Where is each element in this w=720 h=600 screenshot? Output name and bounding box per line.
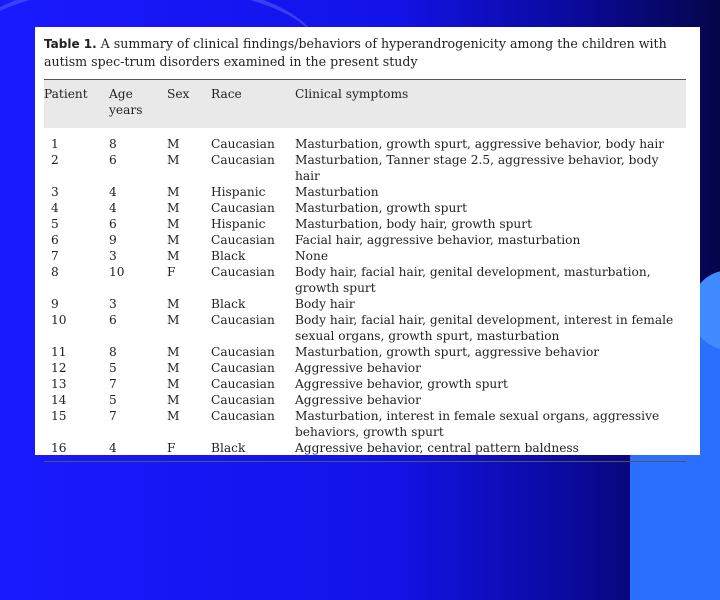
caption-label: Table 1. xyxy=(44,37,97,51)
table-body xyxy=(44,128,686,461)
cell-race: Caucasian xyxy=(211,313,275,327)
table-panel xyxy=(35,27,700,455)
cell-age: 4 xyxy=(109,441,117,455)
table-row xyxy=(44,360,686,376)
clinical-table xyxy=(44,79,686,461)
cell-sex: M xyxy=(167,297,180,311)
cell-race: Black xyxy=(211,441,246,455)
cell-symptoms: Masturbation, growth spurt, aggressive behavior, body hair xyxy=(295,137,665,151)
cell-patient: 1 xyxy=(51,137,59,151)
cell-sex: M xyxy=(167,361,180,375)
cell-sex: F xyxy=(167,441,176,455)
table-row xyxy=(44,128,686,152)
cell-patient: 5 xyxy=(51,217,59,231)
cell-race: Hispanic xyxy=(211,217,266,231)
cell-age: 7 xyxy=(109,409,117,423)
cell-race: Hispanic xyxy=(211,185,266,199)
cell-sex: M xyxy=(167,185,180,199)
cell-patient: 16 xyxy=(51,441,67,455)
cell-symptoms: Masturbation, interest in female sexual organs, aggressive behaviors, growth spurt xyxy=(295,409,660,439)
cell-age: 8 xyxy=(109,345,117,359)
table-row xyxy=(44,392,686,408)
cell-race: Caucasian xyxy=(211,153,275,167)
cell-sex: M xyxy=(167,233,180,247)
cell-race: Black xyxy=(211,297,246,311)
cell-symptoms: Masturbation, growth spurt xyxy=(295,201,468,215)
header-symptoms: Clinical symptoms xyxy=(295,80,686,129)
cell-symptoms: Masturbation, Tanner stage 2.5, aggressive behavior, body hair xyxy=(295,153,659,183)
cell-sex: M xyxy=(167,153,180,167)
cell-symptoms: Aggressive behavior, growth spurt xyxy=(295,377,508,391)
cell-patient: 13 xyxy=(51,377,67,391)
table-row xyxy=(44,264,686,296)
table-caption xyxy=(44,35,686,70)
cell-sex: M xyxy=(167,409,180,423)
table-row xyxy=(44,152,686,184)
cell-patient: 10 xyxy=(51,313,67,327)
table-row xyxy=(44,440,686,461)
header-race: Race xyxy=(211,80,295,129)
cell-symptoms: Body hair, facial hair, genital development, masturbation, growth spurt xyxy=(295,265,651,295)
cell-sex: F xyxy=(167,265,176,279)
header-patient: Patient xyxy=(44,80,109,129)
cell-symptoms: Aggressive behavior, central pattern baldness xyxy=(295,441,579,455)
cell-age: 5 xyxy=(109,361,117,375)
table-row xyxy=(44,376,686,392)
table-row xyxy=(44,232,686,248)
cell-age: 5 xyxy=(109,393,117,407)
cell-race: Black xyxy=(211,249,246,263)
cell-patient: 9 xyxy=(51,297,59,311)
cell-race: Caucasian xyxy=(211,201,275,215)
header-row xyxy=(44,80,686,129)
table-row xyxy=(44,216,686,232)
cell-patient: 8 xyxy=(51,265,59,279)
cell-age: 6 xyxy=(109,153,117,167)
cell-symptoms: Masturbation, body hair, growth spurt xyxy=(295,217,532,231)
cell-patient: 2 xyxy=(51,153,59,167)
table-header xyxy=(44,80,686,129)
cell-race: Caucasian xyxy=(211,345,275,359)
cell-patient: 14 xyxy=(51,393,67,407)
cell-race: Caucasian xyxy=(211,377,275,391)
cell-race: Caucasian xyxy=(211,265,275,279)
cell-race: Caucasian xyxy=(211,393,275,407)
cell-sex: M xyxy=(167,137,180,151)
cell-age: 3 xyxy=(109,249,117,263)
cell-sex: M xyxy=(167,345,180,359)
cell-symptoms: Body hair xyxy=(295,297,355,311)
cell-age: 6 xyxy=(109,313,117,327)
table-row xyxy=(44,184,686,200)
cell-patient: 3 xyxy=(51,185,59,199)
cell-sex: M xyxy=(167,217,180,231)
cell-sex: M xyxy=(167,313,180,327)
caption-text: A summary of clinical findings/behaviors of hyperandrogenicity among the children with autism spec-trum disorders examined in the present study xyxy=(44,36,667,69)
table-row xyxy=(44,344,686,360)
cell-patient: 4 xyxy=(51,201,59,215)
table-row xyxy=(44,296,686,312)
cell-symptoms: None xyxy=(295,249,329,263)
table-row xyxy=(44,248,686,264)
header-sex: Sex xyxy=(167,80,211,129)
table-row xyxy=(44,200,686,216)
cell-age: 8 xyxy=(109,137,117,151)
cell-sex: M xyxy=(167,201,180,215)
cell-symptoms: Masturbation xyxy=(295,185,379,199)
cell-symptoms: Masturbation, growth spurt, aggressive behavior xyxy=(295,345,600,359)
header-age-label: Age years xyxy=(109,87,143,117)
cell-age: 4 xyxy=(109,201,117,215)
cell-symptoms: Aggressive behavior xyxy=(295,393,421,407)
cell-race: Caucasian xyxy=(211,233,275,247)
header-age xyxy=(109,80,167,129)
table-row xyxy=(44,312,686,344)
cell-patient: 15 xyxy=(51,409,67,423)
cell-symptoms: Aggressive behavior xyxy=(295,361,421,375)
cell-age: 4 xyxy=(109,185,117,199)
cell-symptoms: Facial hair, aggressive behavior, masturbation xyxy=(295,233,581,247)
cell-race: Caucasian xyxy=(211,137,275,151)
table-bottom-rule xyxy=(44,461,686,462)
cell-race: Caucasian xyxy=(211,409,275,423)
cell-patient: 6 xyxy=(51,233,59,247)
cell-age: 7 xyxy=(109,377,117,391)
table-row xyxy=(44,408,686,440)
cell-sex: M xyxy=(167,393,180,407)
cell-patient: 11 xyxy=(51,345,67,359)
cell-patient: 7 xyxy=(51,249,59,263)
cell-race: Caucasian xyxy=(211,361,275,375)
cell-age: 10 xyxy=(109,265,125,279)
cell-symptoms: Body hair, facial hair, genital development, interest in female sexual organs, growth spurt, masturbation xyxy=(295,313,674,343)
cell-patient: 12 xyxy=(51,361,67,375)
cell-sex: M xyxy=(167,377,180,391)
cell-age: 9 xyxy=(109,233,117,247)
cell-age: 6 xyxy=(109,217,117,231)
cell-age: 3 xyxy=(109,297,117,311)
cell-sex: M xyxy=(167,249,180,263)
